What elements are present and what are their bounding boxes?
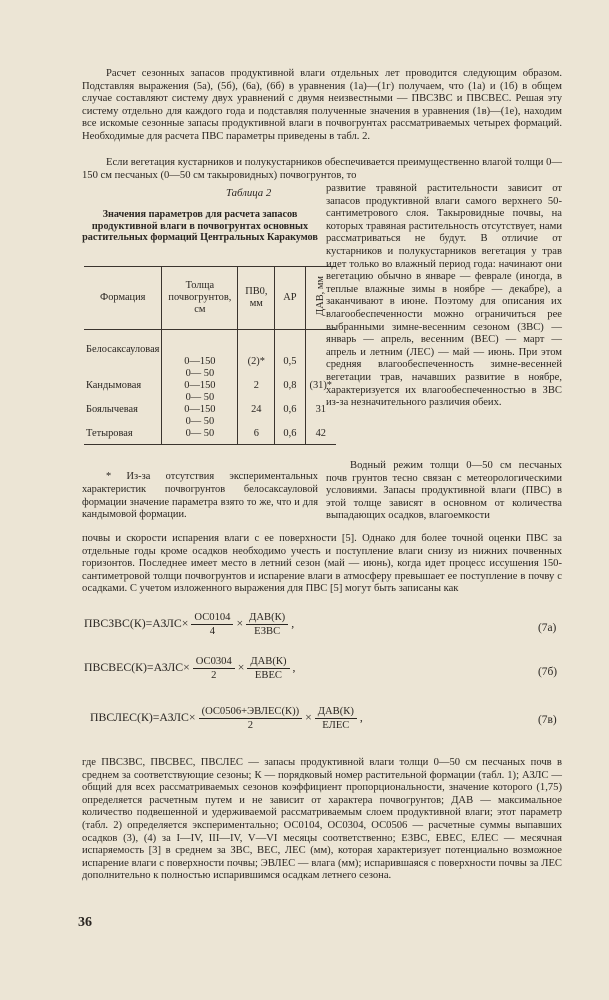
cell-formation: Кандымовая — [86, 380, 142, 391]
depth-value: 0— 50 — [185, 368, 215, 379]
formula-7v: ПВСЛЕС(К)=АЗЛС× $\frac{\text{(ОС0506+ЭВЛЕС(К))}}{2}$ × $\frac{\text{ДАВ(К)}}{\text{ЕЛЕС}}$ , — [90, 706, 363, 731]
cell-dav: 42 — [305, 428, 336, 445]
cell-formation: Боялычевая — [86, 404, 138, 415]
depth-value: 0— 50 — [185, 428, 215, 439]
depth-value: 0— 50 — [185, 392, 215, 403]
col-pv0: ПВ0, мм — [238, 267, 275, 330]
depth-value: 0—150 — [184, 380, 216, 391]
evaporation-paragraph: почвы и скорости испарения влаги с ее поверхности [5]. Однако для более точной оценки ПВС за отдельные годы кроме осадков необходимо учесть и поступление влаги снизу из нижних почвенных горизонтов. Последнее имеет место в летний сезон (май — июнь), когда идет процесс иссушения 150-сантиметровой толщи почвогрунтов и испарение влаги в атмосферу превышает ее поступление в почву с осадками. С учетом изложенного выражения для ПВС [5] могут быть записаны как — [82, 533, 562, 595]
col-formation: Формация — [84, 267, 162, 330]
col-ar: АР — [275, 267, 305, 330]
formula-7b: ПВСВЕС(К)=АЗЛС× $\frac{ОС0304}{2}$ × $\frac{\text{ДАВ(К)}}{\text{ЕВЕС}}$ , — [84, 656, 296, 681]
cell-depth — [162, 380, 238, 404]
numerator: ОС0104 — [191, 612, 233, 625]
page-number: 36 — [78, 915, 92, 930]
table-row — [84, 330, 336, 381]
formula-7a: ПВСЗВС(К)=АЗЛС× $\frac{ОС0104}{4}$ × $\frac{\text{ДАВ(К)}}{\text{ЕЗВС}}$ , — [84, 612, 295, 637]
formula-lhs: ПВСВЕС(К)=АЗЛС× — [84, 660, 190, 675]
parameters-table — [84, 266, 336, 445]
table-caption: Таблица 2 — [226, 187, 272, 199]
cell-ar: 0,5 — [275, 330, 305, 381]
table-footnote: * Из-за отсутствия экспериментальных характеристик почвогрунтов белосаксауловой формации значение параметра взято то же, что и для кандымовой формации. — [82, 471, 318, 521]
col-dav-label: ДАВ, мм — [314, 276, 326, 316]
depth-value: 0—150 — [184, 356, 216, 367]
cell-formation: Белосаксауловая — [86, 344, 160, 355]
intro-paragraph: Расчет сезонных запасов продуктивной влаги отдельных лет проводится следующим образом. Подставляя выражения (5а), (5б), (6а), (6б) в уравнения (1а)—(1г) получаем, что (1а) и (1б) в общем случае составляют систему двух уравнений с двумя неизвестными — ПВСЗВС и ПВСВЕС. Решая эту систему отдельно для каждого года и подставляя полученные значения в уравнения (1в)—(1е), находим все искомые сезонные запасы продуктивной влаги в почвогрунтах рассматриваемых четырех формаций. Необходимые для расчета ПВС параметры приведены в табл. 2. — [82, 68, 562, 142]
grass-paragraph: развитие травяной растительности зависит от запасов продуктивной влаги самого верхнего 50-сантиметрового слоя. Такыровидные почвы, на которых травяная растительность отсутствует, нами рассматриваться не будут. В отличие от кустарников и полукустарников вегетация у трав идет только во влажный период года: начинают они вегетацию обычно в январе — феврале (иногда, в теплые влажные зимы в ноябре — декабре), а заканчивают в июне. Поэтому для описания их влагообеспеченности можно ограничиться рее выбранными зимне-весенним сезоном (ЗВС) — январь — апрель, весенним (ВЕС) — март — апрель и летним (ЛЕС) — май — июнь. При этом средняя влагообеспеченность зимне-весенней вегетации трав, начавших развитие в ноябре, характеризуется их влагообеспеченностью в ЗВС из-за незначительного различия обеих. — [326, 183, 562, 409]
denominator: ЕВЕС — [254, 670, 282, 681]
numerator: ДАВ(К) — [247, 656, 289, 669]
fraction — [199, 706, 303, 731]
depth-value: 0—150 — [184, 404, 216, 415]
cell-depth — [162, 404, 238, 428]
vegetation-paragraph: Если вегетация кустарников и полукустарников обеспечивается преимущественно влагой толщи 0—150 см песчаных (0—50 см такыровидных) почвогрунтов, то — [82, 157, 562, 181]
denominator: ЕЛЕС — [322, 720, 350, 731]
numerator: ДАВ(К) — [315, 706, 357, 719]
numerator: (ОС0506+ЭВЛЕС(К)) — [199, 706, 303, 719]
cell-ar: 0,6 — [275, 404, 305, 428]
definitions-paragraph: где ПВСЗВС, ПВСВЕС, ПВСЛЕС — запасы продуктивной влаги толщи 0—50 см песчаных почв в среднем за соответствующие сезоны; К — порядковый номер растительной формации (табл. 1); АЗЛС — общий для всех рассматриваемых сезонов коэффициент пропорциональности, значение которого (1,75) определяется расчетным путем и не зависит от характера почвогрунтов; ДАВ — максимальное количество подвешенной и удерживаемой рассматриваемым слоем продуктивной влаги; этот параметр (табл. 2) определяется экспериментально; ОС0104, ОС0304, ОС0506 — расчетные суммы выпавших осадков (3), (4) за I—IV, III—IV, V—VI месяцы соответственно; ЕЗВС, ЕВЕС, ЕЛЕС — месячная испаряемость [3] в среднем за ЗВС, ВЕС, ЛЕС (мм), которая характеризует потенциально возможное испарение влаги с поверхности почвы; ЭВЛЕС — влага (мм); испарившаяся с поверхности почвы за ЛЕС дополнительно к полностью испарившимся осадкам летнего сезона. — [82, 757, 562, 882]
equation-number: (7б) — [538, 666, 558, 678]
denominator: 4 — [209, 626, 216, 637]
denominator: 2 — [247, 720, 253, 731]
numerator: ОС0304 — [193, 656, 235, 669]
cell-dav: (31)* — [305, 380, 336, 404]
table-row — [84, 380, 336, 404]
table-row — [84, 404, 336, 428]
numerator: ДАВ(К) — [246, 612, 288, 625]
table-row — [84, 428, 336, 445]
formula-comma: , — [359, 710, 363, 725]
cell-ar: 0,6 — [275, 428, 305, 445]
cell-pv0: 24 — [238, 404, 275, 428]
fraction — [247, 656, 289, 681]
formula-comma: , — [292, 660, 296, 675]
denominator: 2 — [211, 670, 217, 681]
water-regime-paragraph: Водный режим толщи 0—50 см песчаных почв грунтов тесно связан с метеорологическими условиями. Запасы продуктивной влаги (ПВС) в этой толще зависят в основном от количества выпадающих осадков, влагоемкости — [326, 460, 562, 522]
equation-number: (7в) — [538, 714, 557, 726]
fraction — [246, 612, 288, 637]
formula-lhs: ПВСЛЕС(К)=АЗЛС× — [90, 710, 196, 725]
cell-pv0: 6 — [238, 428, 275, 445]
cell-ar: 0,8 — [275, 380, 305, 404]
cell-pv0: (2)* — [238, 330, 275, 381]
cell-depth — [162, 428, 238, 445]
table-header-row — [84, 267, 336, 330]
col-depth: Толща почвогрунтов, см — [162, 267, 238, 330]
formula-comma: , — [291, 616, 295, 631]
equation-number: (7а) — [538, 622, 557, 634]
depth-value: 0— 50 — [185, 416, 215, 427]
fraction — [191, 612, 233, 637]
cell-formation: Тетыровая — [84, 428, 162, 445]
cell-depth — [162, 330, 238, 381]
fraction — [193, 656, 235, 681]
cell-pv0: 2 — [238, 380, 275, 404]
denominator: ЕЗВС — [254, 626, 281, 637]
formula-lhs: ПВСЗВС(К)=АЗЛС× — [84, 616, 189, 631]
table-title: Значения параметров для расчета запасов продуктивной влаги в почвогрунтах основных растительных формаций Центральных Каракумов — [82, 209, 318, 244]
cell-dav: 31 — [305, 404, 336, 428]
fraction — [315, 706, 357, 731]
